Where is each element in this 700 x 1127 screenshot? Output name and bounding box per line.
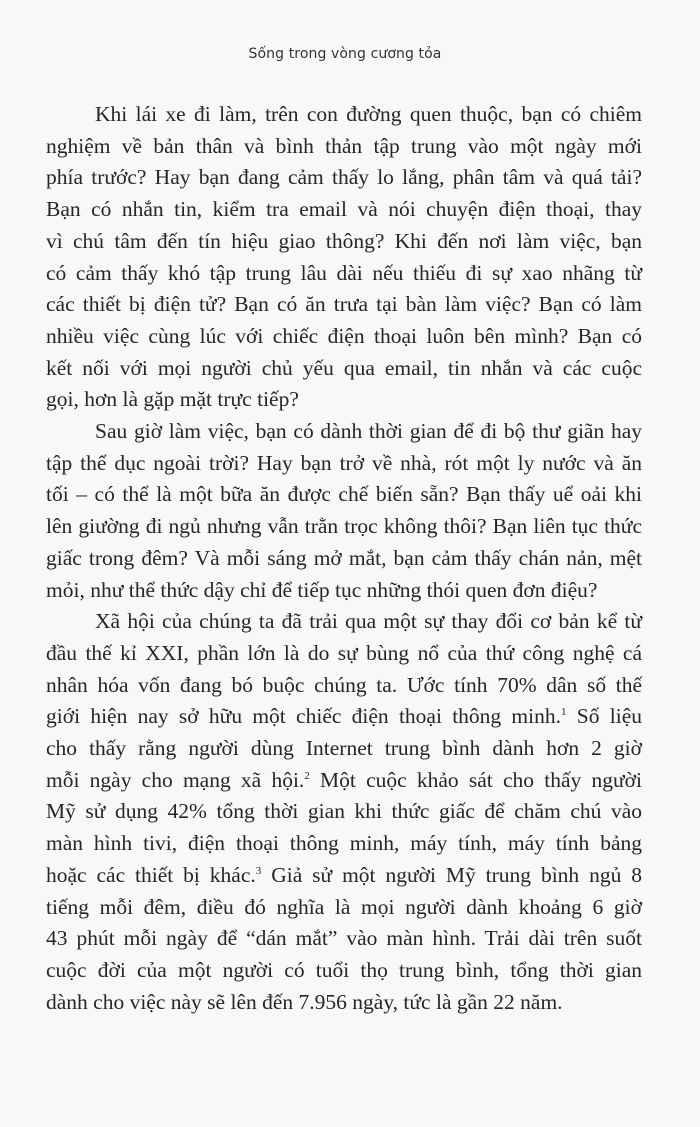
text-line: Bạn có nhắn tin, kiểm tra email và nói chuyện điện thoại, thay: [46, 197, 642, 222]
text-line: tối – có thể là một bữa ăn được chế biến sẵn? Bạn thấy uể oải khi: [46, 482, 642, 507]
paragraph-3: [46, 606, 642, 1018]
footnote-ref: 1: [561, 706, 567, 719]
text-line: có cảm thấy khó tập trung lâu dài nếu thiếu đi sự xao nhãng từ: [46, 260, 642, 285]
text-line: kết nối với mọi người chủ yếu qua email, tin nhắn và các cuộc: [46, 355, 642, 380]
text-line: vì chú tâm đến tín hiệu giao thông? Khi đến nơi làm việc, bạn: [46, 228, 642, 253]
text-line: tiếng mỗi đêm, điều đó nghĩa là mọi người dành khoảng 6 giờ: [46, 894, 642, 919]
text-line: Sau giờ làm việc, bạn có dành thời gian để đi bộ thư giãn hay: [95, 419, 642, 444]
text-segment: Giả sử một người Mỹ trung bình ngủ 8: [261, 862, 642, 887]
running-header: Sống trong vòng cương tỏa: [248, 46, 442, 62]
paragraph-2: [46, 416, 642, 606]
text-line: [46, 860, 642, 892]
text-line: lên giường đi ngủ nhưng vẫn trằn trọc không thôi? Bạn liên tục thức: [46, 514, 642, 539]
paragraph-1: [46, 99, 642, 416]
text-line: cho thấy rằng người dùng Internet trung bình dành hơn 2 giờ: [46, 736, 642, 761]
text-segment: giới hiện nay sở hữu một chiếc điện thoại thông minh.: [46, 704, 562, 729]
text-line: tập thể dục ngoài trời? Hay bạn trở về nhà, rót một ly nước và ăn: [46, 450, 642, 475]
text-segment: Một cuộc khảo sát cho thấy người: [309, 767, 642, 792]
text-line: 43 phút mỗi ngày để “dán mắt” vào màn hình. Trải dài trên suốt: [46, 926, 642, 951]
footnote-ref: 2: [304, 769, 310, 782]
text-line: mỏi, như thể thức dậy chỉ để tiếp tục những thói quen đơn điệu?: [46, 577, 598, 602]
text-line: nhân hóa vốn đang bó buộc chúng ta. Ước tính 70% dân số thế: [46, 672, 642, 697]
text-line: gọi, hơn là gặp mặt trực tiếp?: [46, 387, 299, 412]
text-segment: Số liệu: [566, 704, 642, 729]
text-line: phía trước? Hay bạn đang cảm thấy lo lắng, phân tâm và quá tải?: [46, 165, 642, 190]
text-segment: mỗi ngày cho mạng xã hội.: [46, 767, 305, 792]
text-line: màn hình tivi, điện thoại thông minh, máy tính, máy tính bảng: [46, 831, 642, 856]
body-text: [46, 99, 642, 1018]
text-line: [46, 701, 642, 733]
text-line: đầu thế kỉ XXI, phần lớn là do sự bùng nổ của thứ công nghệ cá: [46, 640, 642, 665]
text-line: dành cho việc này sẽ lên đến 7.956 ngày, tức là gần 22 năm.: [46, 989, 563, 1014]
text-line: các thiết bị điện tử? Bạn có ăn trưa tại bàn làm việc? Bạn có làm: [46, 292, 642, 317]
text-line: cuộc đời của một người có tuổi thọ trung bình, tổng thời gian: [46, 957, 642, 982]
text-line: Mỹ sử dụng 42% tổng thời gian khi thức giấc để chăm chú vào: [46, 799, 642, 824]
text-line: nhiều việc cùng lúc với chiếc điện thoại luôn bên mình? Bạn có: [46, 323, 642, 348]
text-line: [46, 765, 642, 797]
text-line: Xã hội của chúng ta đã trải qua một sự thay đổi cơ bản kể từ: [95, 609, 642, 634]
text-line: giấc trong đêm? Và mỗi sáng mở mắt, bạn cảm thấy chán nản, mệt: [46, 545, 642, 570]
text-line: nghiệm về bản thân và bình thản tập trung vào một ngày mới: [46, 133, 642, 158]
text-segment: hoặc các thiết bị khác.: [46, 862, 256, 887]
text-line: Khi lái xe đi làm, trên con đường quen thuộc, bạn có chiêm: [95, 102, 642, 126]
footnote-ref: 3: [255, 864, 262, 877]
